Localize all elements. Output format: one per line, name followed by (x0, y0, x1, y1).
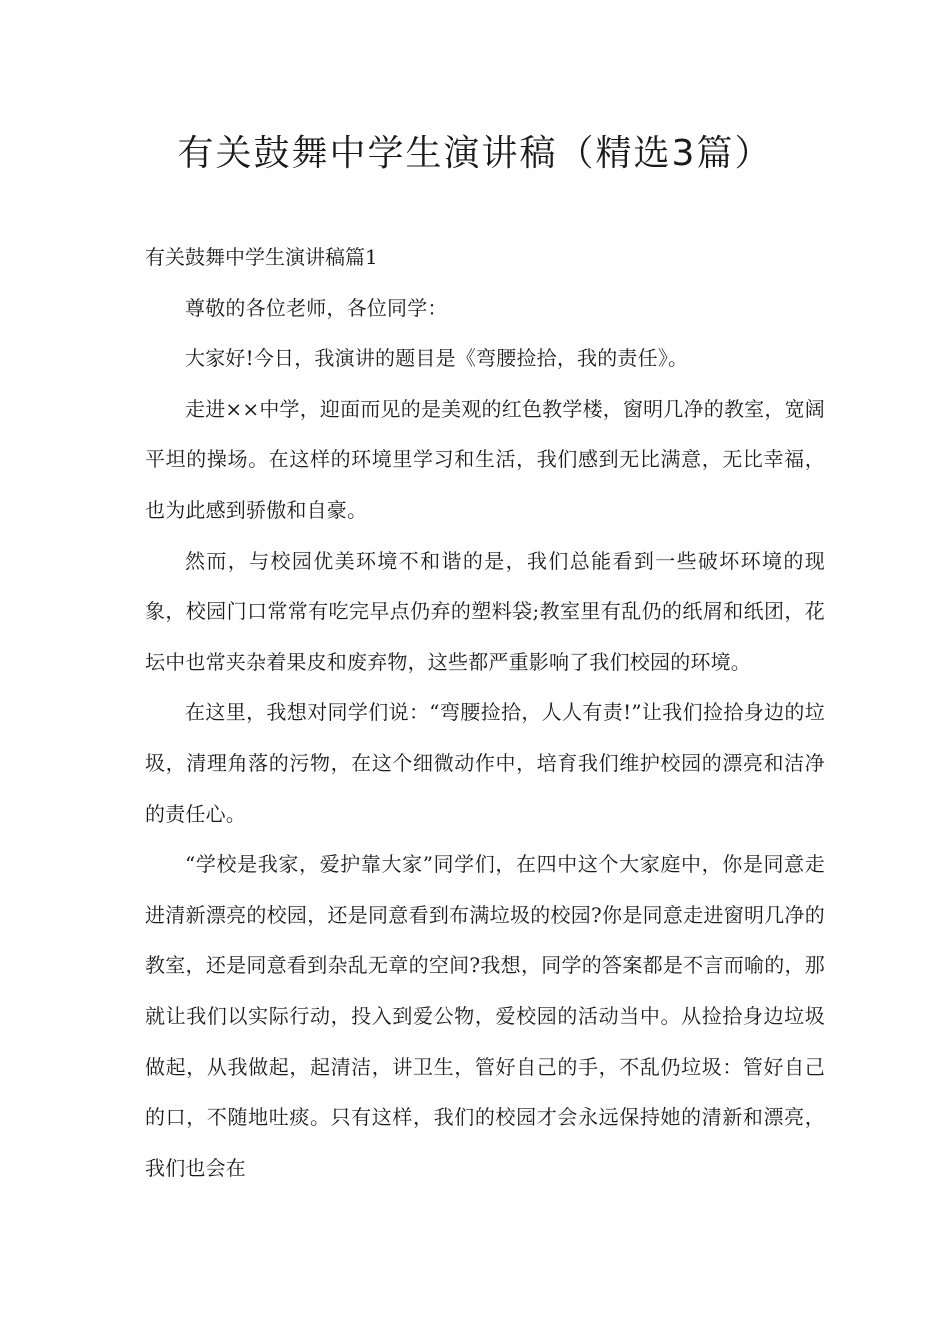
section-heading: 有关鼓舞中学生演讲稿篇1 (145, 245, 378, 269)
paragraph-campus-description: 走进××中学，迎面而见的是美观的红色教学楼，窗明几净的教室，宽阔平坦的操场。在这样的环境里学习和生活，我们感到无比满意，无比幸福，也为此感到骄傲和自豪。 (145, 396, 825, 522)
document-title: 有关鼓舞中学生演讲稿（精选3篇） (177, 133, 773, 174)
paragraph-salutation: 尊敬的各位老师，各位同学： (185, 295, 448, 320)
paragraph-greeting: 大家好!今日，我演讲的题目是《弯腰捡拾，我的责任》。 (185, 346, 689, 371)
paragraph-problem: 然而，与校园优美环境不和谐的是，我们总能看到一些破坏环境的现象，校园门口常常有吃完早点仍弃的塑料袋;教室里有乱仍的纸屑和纸团，花坛中也常夹杂着果皮和废弃物，这些都严重影响了我们校园的环境。 (145, 548, 825, 674)
paragraph-appeal: 在这里，我想对同学们说：“弯腰捡拾，人人有责!”让我们捡拾身边的垃圾，清理角落的污物，在这个细微动作中，培育我们维护校园的漂亮和洁净的责任心。 (145, 700, 825, 826)
document-body (145, 232, 825, 1193)
paragraph-call-to-action: “学校是我家，爱护靠大家”同学们，在四中这个大家庭中，你是同意走进清新漂亮的校园，还是同意看到布满垃圾的校园?你是同意走进窗明几净的教室，还是同意看到杂乱无章的空间?我想，同学的答案都是不言而喻的，那就让我们以实际行动，投入到爱公物，爱校园的活动当中。从捡拾身边垃圾做起，从我做起，起清洁，讲卫生，管好自己的手，不乱仍垃圾：管好自己的口，不随地吐痰。只有这样，我们的校园才会永远保持她的清新和漂亮，我们也会在 (145, 852, 825, 1180)
